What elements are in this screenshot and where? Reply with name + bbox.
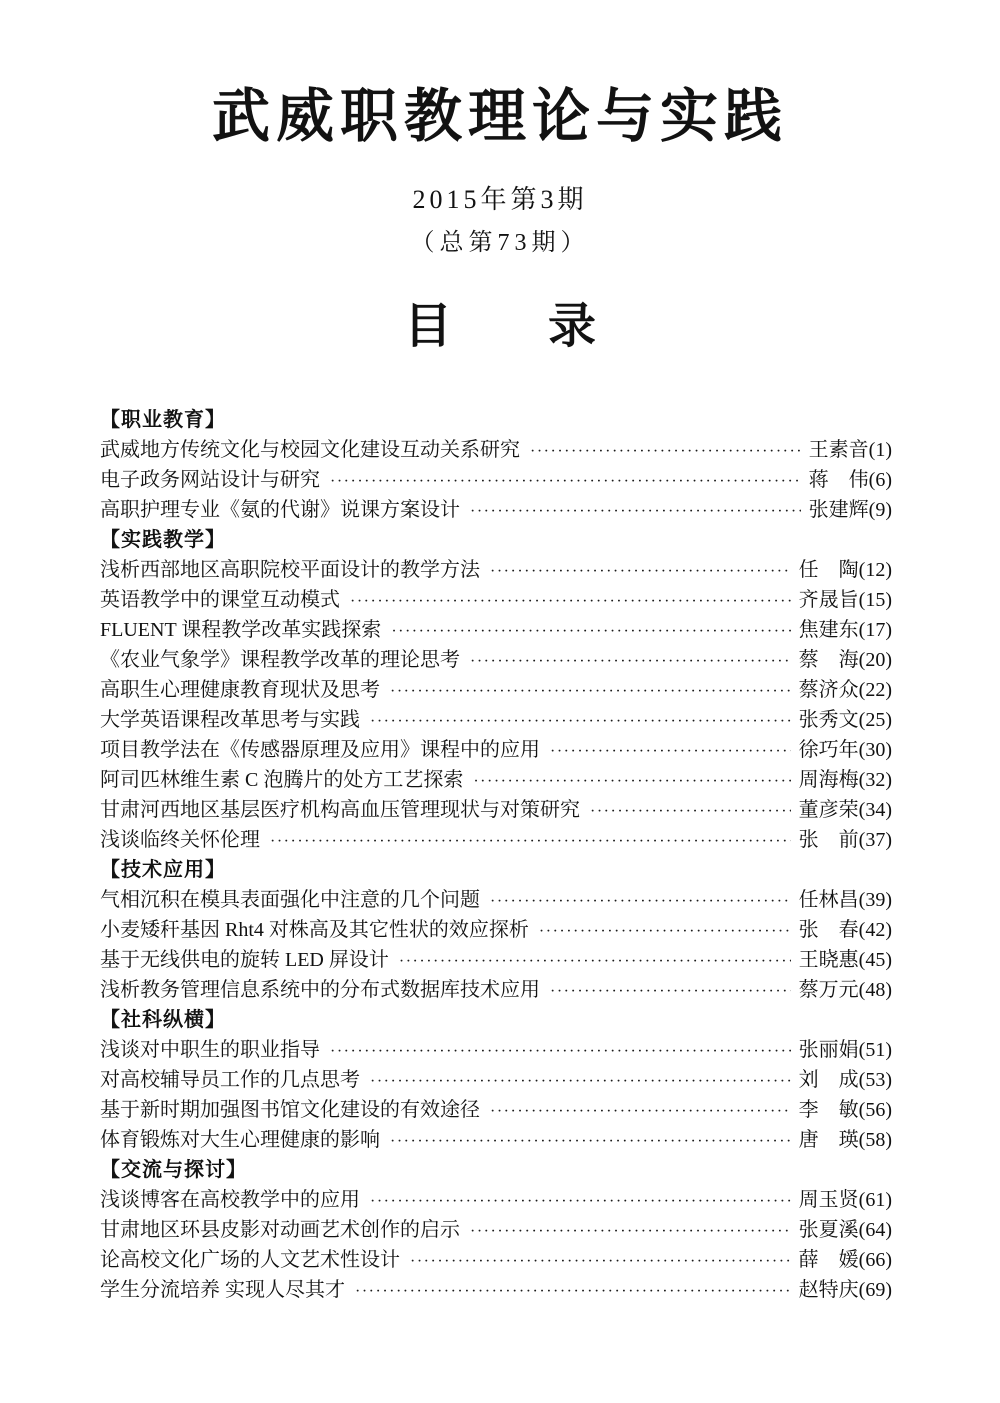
article-title: 武威地方传统文化与校园文化建设互动关系研究: [100, 439, 520, 461]
dot-leader: [370, 707, 791, 737]
article-author-page: 张 春(42): [798, 919, 892, 941]
dot-leader: [391, 617, 790, 647]
article-title: 小麦矮秆基因 Rht4 对株高及其它性状的效应探析: [100, 919, 529, 941]
dot-leader: [473, 767, 790, 797]
toc-section-header: 【社科纵横】: [100, 1009, 226, 1031]
toc-entry-row: [100, 1095, 892, 1125]
dot-leader: [330, 1037, 791, 1067]
toc-entry-row: [100, 825, 892, 855]
toc-section-header: 【技术应用】: [100, 859, 226, 881]
article-author-page: 任林昌(39): [798, 889, 892, 911]
article-title: 浅析西部地区高职院校平面设计的教学方法: [100, 559, 480, 581]
toc-entry-row: [100, 795, 892, 825]
toc-entry-row: [100, 885, 892, 915]
article-title: 电子政务网站设计与研究: [100, 469, 320, 491]
article-title: 学生分流培养 实现人尽其才: [100, 1279, 345, 1301]
toc-entry-row: [100, 1125, 892, 1155]
article-author-page: 张建辉(9): [808, 499, 892, 521]
toc-entry-row: [100, 1185, 892, 1215]
dot-leader: [330, 467, 801, 497]
dot-leader: [370, 1067, 791, 1097]
article-title: 高职护理专业《氨的代谢》说课方案设计: [100, 499, 460, 521]
article-title: 体育锻炼对大生心理健康的影响: [100, 1129, 380, 1151]
article-author-page: 刘 成(53): [798, 1069, 892, 1091]
dot-leader: [355, 1277, 791, 1307]
toc-entry-row: [100, 1215, 892, 1245]
article-title: 大学英语课程改革思考与实践: [100, 709, 360, 731]
issue-number: 2015年第3期: [412, 185, 588, 214]
dot-leader: [530, 437, 801, 467]
toc-entry-row: [100, 1245, 892, 1275]
article-title: 浅谈临终关怀伦理: [100, 829, 260, 851]
dot-leader: [490, 887, 791, 917]
dot-leader: [270, 827, 791, 857]
toc-list: [100, 405, 892, 1305]
article-title: 浅析教务管理信息系统中的分布式数据库技术应用: [100, 979, 540, 1001]
article-author-page: 周海梅(32): [798, 769, 892, 791]
dot-leader: [490, 557, 791, 587]
toc-heading: 目 录: [403, 300, 596, 353]
dot-leader: [470, 497, 801, 527]
volume-number: （总第73期）: [410, 230, 590, 256]
article-author-page: 周玉贤(61): [798, 1189, 892, 1211]
article-title: 项目教学法在《传感器原理及应用》课程中的应用: [100, 739, 540, 761]
article-author-page: 王晓惠(45): [798, 949, 892, 971]
article-title: 《农业气象学》课程教学改革的理论思考: [100, 649, 460, 671]
article-author-page: 唐 瑛(58): [798, 1129, 892, 1151]
toc-entry-row: [100, 495, 892, 525]
toc-entry-row: [100, 465, 892, 495]
toc-section-header: 【职业教育】: [100, 409, 226, 431]
toc-entry-row: [100, 1065, 892, 1095]
toc-entry-row: [100, 1035, 892, 1065]
dot-leader: [350, 587, 791, 617]
toc-section-header: 【实践教学】: [100, 529, 226, 551]
article-title: 基于新时期加强图书馆文化建设的有效途径: [100, 1099, 480, 1121]
toc-entry-row: [100, 975, 892, 1005]
dot-leader: [390, 677, 791, 707]
article-author-page: 蔡 海(20): [798, 649, 892, 671]
article-author-page: 张夏溪(64): [798, 1219, 892, 1241]
article-title: 甘肃河西地区基层医疗机构高血压管理现状与对策研究: [100, 799, 580, 821]
toc-entry-row: [100, 1275, 892, 1305]
article-title: 英语教学中的课堂互动模式: [100, 589, 340, 611]
dot-leader: [399, 947, 791, 977]
article-title: 浅谈博客在高校教学中的应用: [100, 1189, 360, 1211]
article-author-page: 蔡济众(22): [798, 679, 892, 701]
toc-entry-row: [100, 645, 892, 675]
article-author-page: 赵特庆(69): [798, 1279, 892, 1301]
dot-leader: [390, 1127, 791, 1157]
article-author-page: 张 前(37): [798, 829, 892, 851]
article-title: FLUENT 课程教学改革实践探索: [100, 619, 382, 641]
toc-entry-row: [100, 615, 892, 645]
article-title: 高职生心理健康教育现状及思考: [100, 679, 380, 701]
article-title: 阿司匹林维生素 C 泡腾片的处方工艺探索: [100, 769, 464, 791]
toc-entry-row: [100, 675, 892, 705]
journal-title: 武威职教理论与实践: [211, 84, 788, 149]
dot-leader: [490, 1097, 791, 1127]
article-author-page: 焦建东(17): [798, 619, 892, 641]
article-author-page: 张丽娟(51): [798, 1039, 892, 1061]
article-title: 论高校文化广场的人文艺术性设计: [100, 1249, 400, 1271]
article-author-page: 董彦荣(34): [798, 799, 892, 821]
toc-entry-row: [100, 435, 892, 465]
dot-leader: [470, 1217, 791, 1247]
article-title: 气相沉积在模具表面强化中注意的几个问题: [100, 889, 480, 911]
article-author-page: 徐巧年(30): [798, 739, 892, 761]
article-title: 浅谈对中职生的职业指导: [100, 1039, 320, 1061]
article-title: 甘肃地区环县皮影对动画艺术创作的启示: [100, 1219, 460, 1241]
toc-entry-row: [100, 585, 892, 615]
article-author-page: 张秀文(25): [798, 709, 892, 731]
toc-entry-row: [100, 705, 892, 735]
article-author-page: 蒋 伟(6): [808, 469, 892, 491]
toc-entry-row: [100, 945, 892, 975]
dot-leader: [590, 797, 791, 827]
dot-leader: [550, 737, 791, 767]
article-author-page: 王素音(1): [808, 439, 892, 461]
toc-entry-row: [100, 555, 892, 585]
dot-leader: [370, 1187, 791, 1217]
toc-section-header: 【交流与探讨】: [100, 1159, 247, 1181]
toc-entry-row: [100, 735, 892, 765]
article-title: 对高校辅导员工作的几点思考: [100, 1069, 360, 1091]
toc-entry-row: [100, 915, 892, 945]
article-author-page: 齐晟旨(15): [798, 589, 892, 611]
article-author-page: 任 陶(12): [798, 559, 892, 581]
article-author-page: 薛 媛(66): [798, 1249, 892, 1271]
dot-leader: [410, 1247, 791, 1277]
dot-leader: [470, 647, 791, 677]
article-title: 基于无线供电的旋转 LED 屏设计: [100, 949, 389, 971]
article-author-page: 李 敏(56): [798, 1099, 892, 1121]
article-author-page: 蔡万元(48): [798, 979, 892, 1001]
toc-entry-row: [100, 765, 892, 795]
dot-leader: [550, 977, 791, 1007]
dot-leader: [539, 917, 791, 947]
